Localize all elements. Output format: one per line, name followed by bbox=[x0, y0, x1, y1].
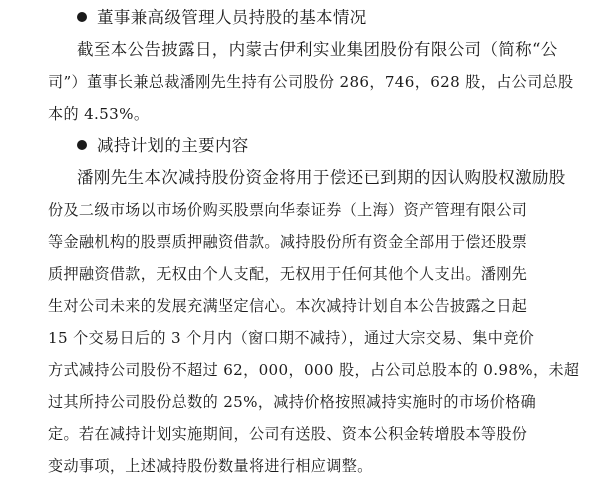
section2-line-7: 方式减持公司股份不超过 62，000，000 股，占公司总股本的 0.98%，未超 bbox=[48, 361, 580, 379]
section1-heading bbox=[77, 8, 597, 28]
section1-line-2: 司”）董事长兼总裁潘刚先生持有公司股份 286，746，628 股，占公司总股 bbox=[48, 73, 574, 91]
section2-heading-text: 减持计划的主要内容 bbox=[97, 136, 249, 155]
section2-line-6: 15 个交易日后的 3 个月内（窗口期不减持），通过大宗交易、集中竞价 bbox=[48, 329, 535, 347]
section2-line-2: 份及二级市场以市场价购买股票向华泰证券（上海）资产管理有限公司 bbox=[48, 201, 528, 219]
section2-line-5: 生对公司未来的发展充满坚定信心。本次减持计划自本公告披露之日起 bbox=[48, 297, 528, 315]
bullet-icon bbox=[77, 140, 87, 150]
section2-line-8: 过其所持公司股份总数的 25%，减持价格按照减持实施时的市场价格确 bbox=[48, 393, 537, 411]
section1-line-3: 本的 4.53%。 bbox=[48, 105, 150, 123]
section2-line-4: 质押融资借款，无权由个人支配，无权用于任何其他个人支出。潘刚先 bbox=[48, 265, 528, 283]
section2-line-10: 变动事项，上述减持股份数量将进行相应调整。 bbox=[48, 457, 373, 475]
section2-line-9: 定。若在减持计划实施期间，公司有送股、资本公积金转增股本等股份 bbox=[48, 425, 528, 443]
section2-heading bbox=[77, 136, 597, 156]
bullet-icon bbox=[77, 12, 87, 22]
section2-line-3: 等金融机构的股票质押融资借款。减持股份所有资金全部用于偿还股票 bbox=[48, 233, 528, 251]
section1-heading-text: 董事兼高级管理人员持股的基本情况 bbox=[97, 8, 367, 27]
section2-line-1: 潘刚先生本次减持股份资金将用于偿还已到期的因认购股权激励股 bbox=[77, 168, 566, 187]
section1-line-1: 截至本公告披露日，内蒙古伊利实业集团股份有限公司（简称“公 bbox=[77, 40, 558, 59]
